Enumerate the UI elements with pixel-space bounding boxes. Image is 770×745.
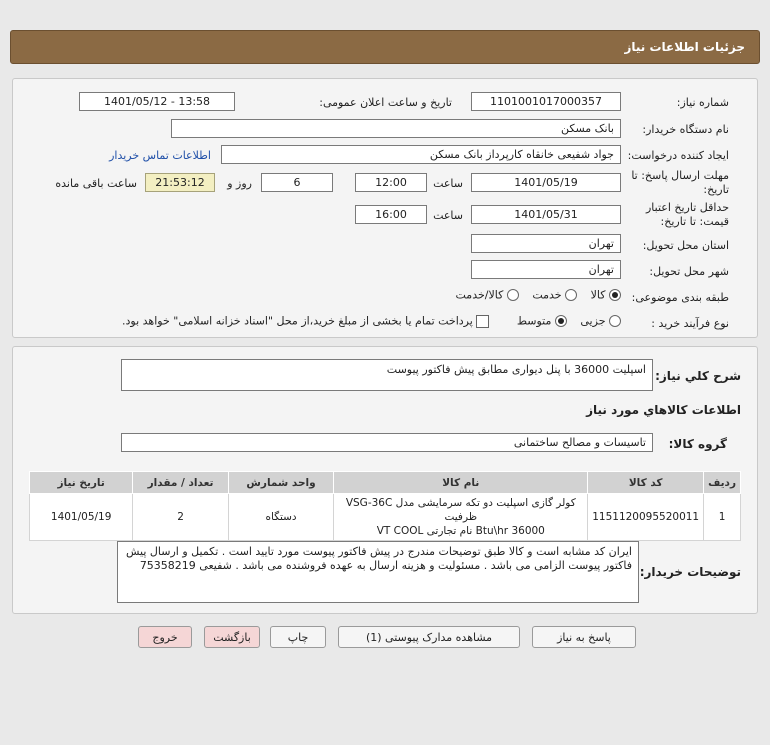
goods-table	[29, 471, 741, 541]
process-options	[112, 314, 621, 328]
cell-name-line1: کولر گازی اسپلیت دو تکه سرمایشی مدل VSG-36C ظرفیت	[345, 497, 576, 523]
validity-time-field: 16:00	[355, 205, 427, 224]
cell-code: 1151120095520011	[588, 494, 704, 541]
requester-label: ایجاد کننده درخواست:	[627, 149, 729, 162]
need-details-panel	[12, 78, 758, 338]
goods-panel	[12, 346, 758, 614]
deadline-date-label: تاریخ:	[703, 183, 729, 196]
col-header-date: تاریخ نیاز	[30, 472, 133, 494]
radio-icon[interactable]	[609, 289, 621, 301]
city-label: شهر محل تحویل:	[649, 265, 729, 278]
goods-info-title: اطلاعات کالاهاي مورد نياز	[586, 403, 741, 417]
city-field: تهران	[471, 260, 621, 279]
category-option-service[interactable]: خدمت	[532, 288, 577, 301]
process-type-label: نوع فرآیند خرید :	[651, 317, 729, 330]
requester-field: جواد شفیعی خانقاه کارپرداز بانک مسکن	[221, 145, 621, 164]
validity-label: حداقل تاریخ اعتبار	[645, 201, 729, 214]
buyer-org-label: نام دستگاه خریدار:	[642, 123, 729, 136]
days-remaining-field: 6	[261, 173, 333, 192]
process-option-medium[interactable]: متوسط	[517, 314, 567, 327]
need-number-field: 1101001017000357	[471, 92, 621, 111]
deadline-date-field: 1401/05/19	[471, 173, 621, 192]
table-header-row	[30, 472, 741, 494]
col-header-unit: واحد شمارش	[228, 472, 334, 494]
validity-time-label: ساعت	[433, 209, 463, 222]
cell-qty: 2	[133, 494, 228, 541]
checkbox-icon[interactable]	[476, 315, 489, 328]
buyer-org-field: بانک مسکن	[171, 119, 621, 138]
reply-button[interactable]: پاسخ به نیاز	[532, 626, 636, 648]
table-row	[30, 494, 741, 541]
radio-icon[interactable]	[555, 315, 567, 327]
category-option-goods-service[interactable]: کالا/خدمت	[456, 288, 519, 301]
province-field: تهران	[471, 234, 621, 253]
cell-date: 1401/05/19	[30, 494, 133, 541]
goods-group-field: تاسیسات و مصالح ساختمانی	[121, 433, 653, 452]
treasury-payment-option[interactable]: پرداخت تمام یا بخشی از مبلغ خرید،از محل "اسناد خزانه اسلامی" خواهد بود.	[122, 314, 489, 327]
action-bar	[0, 626, 770, 650]
col-header-qty: تعداد / مقدار	[133, 472, 228, 494]
category-options	[446, 288, 622, 302]
need-number-label: شماره نیاز:	[676, 96, 729, 109]
validity-date-field: 1401/05/31	[471, 205, 621, 224]
exit-button[interactable]: خروج	[138, 626, 192, 648]
deadline-time-field: 12:00	[355, 173, 427, 192]
cell-unit: دستگاه	[228, 494, 334, 541]
radio-icon[interactable]	[507, 289, 519, 301]
radio-icon[interactable]	[609, 315, 621, 327]
buyer-notes-label: توضیحات خریدار:	[639, 565, 741, 579]
cell-row: 1	[704, 494, 741, 541]
cell-name	[334, 494, 588, 541]
deadline-time-label: ساعت	[433, 177, 463, 190]
province-label: استان محل تحویل:	[642, 239, 729, 252]
col-header-name: نام کالا	[334, 472, 588, 494]
category-option-goods[interactable]: کالا	[591, 288, 621, 301]
radio-icon[interactable]	[565, 289, 577, 301]
remaining-time-label: ساعت باقی مانده	[55, 177, 137, 190]
category-label: طبقه بندی موضوعی:	[631, 291, 729, 304]
col-header-row: ردیف	[704, 472, 741, 494]
days-label: روز و	[227, 177, 252, 190]
cell-name-line2: 36000 Btu\hr نام تجارتی VT COOL	[376, 525, 545, 537]
general-desc-field: اسپلیت 36000 با پنل دیواری مطابق پیش فاکتور پیوست	[121, 359, 653, 391]
announce-datetime-field: 1401/05/12 - 13:58	[79, 92, 235, 111]
validity-date-label: قیمت: تا تاریخ:	[660, 215, 729, 228]
buyer-notes-field: ایران کد مشابه است و کالا طبق توضیحات مندرج در پیش فاکتور پیوست مورد تایید است . تکمیل و ارسال پیش فاکتور پیوست الزامی می باشد . مسئولیت و هزینه ارسال به عهده فروشنده می باشد . شفیعی 75358219	[117, 541, 639, 603]
process-option-partial[interactable]: جزیی	[580, 314, 621, 327]
goods-group-label: گروه کالا:	[668, 437, 727, 451]
buyer-contact-link[interactable]: اطلاعات تماس خریدار	[109, 149, 211, 162]
deadline-label: مهلت ارسال پاسخ: تا	[631, 169, 729, 182]
remaining-time-field: 21:53:12	[145, 173, 215, 192]
general-desc-label: شرح کلي نياز:	[655, 369, 741, 383]
announce-datetime-label: تاریخ و ساعت اعلان عمومی:	[319, 96, 452, 109]
col-header-code: کد کالا	[588, 472, 704, 494]
view-attachments-button[interactable]: مشاهده مدارک پیوستی (1)	[338, 626, 520, 648]
back-button[interactable]: بازگشت	[204, 626, 260, 648]
print-button[interactable]: چاپ	[270, 626, 326, 648]
page-title: جزئیات اطلاعات نیاز	[624, 40, 745, 54]
page-title-bar	[10, 30, 760, 64]
